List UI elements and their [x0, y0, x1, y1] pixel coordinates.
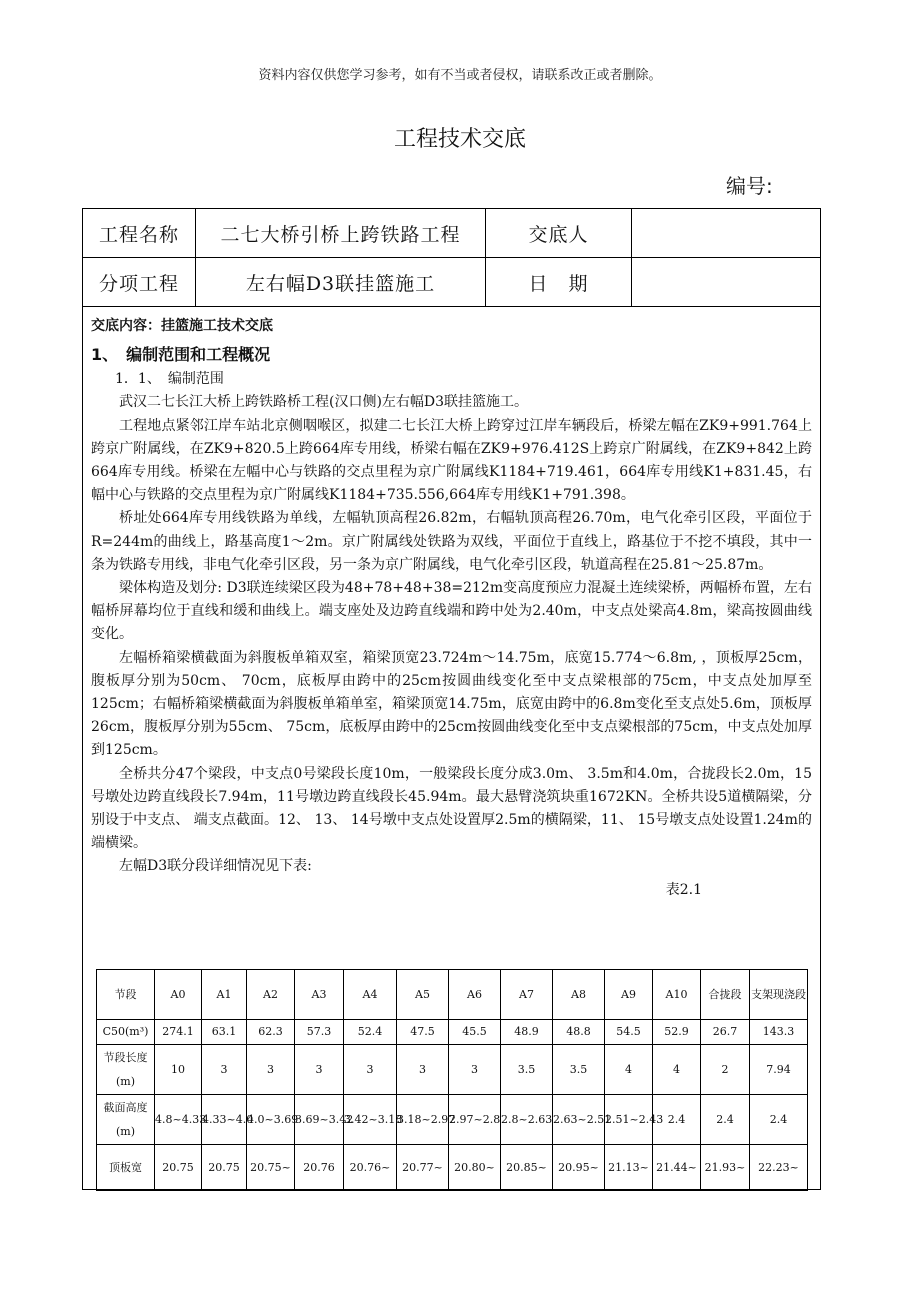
table-cell: 20.95~: [553, 1145, 605, 1191]
table-cell: 3: [295, 1045, 344, 1095]
table-cell: 4: [605, 1045, 653, 1095]
table-cell: 2.51~2.43: [605, 1095, 653, 1145]
table-cell: 3: [344, 1045, 397, 1095]
table-cell: 3: [202, 1045, 247, 1095]
table-cell: 2.4: [750, 1095, 808, 1145]
table-cell: 48.9: [501, 1020, 553, 1045]
serial-number-label: 编号:: [726, 174, 773, 198]
table-cell: 52.9: [653, 1020, 701, 1045]
paragraph: 武汉二七长江大桥上跨铁路桥工程(汉口侧)左右幅D3联挂篮施工。: [119, 394, 529, 411]
table-cell: 2: [701, 1045, 750, 1095]
row-label: C50(m³): [97, 1020, 155, 1045]
table-cell: 3: [449, 1045, 501, 1095]
paragraph: 梁体构造及划分: D3联连续梁区段为48+78+48+38=212m变高度预应力混凝土连续梁桥，两幅桥布置，左右幅桥屏幕均位于直线和缓和曲线上。端支座处及边跨直线端和跨中处为2.40m，中支点处梁高4.8m，梁高按圆曲线变化。: [91, 580, 812, 643]
table-header-cell: A6: [449, 970, 501, 1020]
paragraph: 桥址处664库专用线铁路为单线，左幅轨顶高程26.82m，右幅轨顶高程26.70m，电气化牵引区段，平面位于R=244m的曲线上，路基高度1～2m。京广附属线处铁路为双线，平面位于直线上，路基位于不挖不填段，其中一条为铁路专用线，非电气化牵引区段，另一条为京广附属线，电气化牵引区段，轨道高程在25.81～25.87m。: [91, 510, 812, 573]
table-cell: 20.76~: [344, 1145, 397, 1191]
table-row: [97, 1145, 808, 1191]
issuer-value: [632, 209, 820, 257]
section-1-1-title: 1．1、 编制范围: [115, 371, 224, 388]
issuer-label: 交底人: [486, 209, 632, 257]
segment-table: [96, 969, 808, 1191]
table-header-cell: A2: [247, 970, 295, 1020]
table-cell: 143.3: [750, 1020, 808, 1045]
table-cell: 3.42~3.18: [344, 1095, 397, 1145]
table-cell: 47.5: [397, 1020, 449, 1045]
table-cell: 3: [397, 1045, 449, 1095]
document-title: 工程技术交底: [393, 127, 526, 152]
row-label: 节段长度(m): [97, 1045, 155, 1095]
table-caption: 表2.1: [665, 881, 702, 898]
table-header-cell: 支架现浇段: [750, 970, 808, 1020]
table-cell: 54.5: [605, 1020, 653, 1045]
section-1-title: 1、 编制范围和工程概况: [91, 345, 271, 365]
table-cell: 2.8~2.63: [501, 1095, 553, 1145]
table-header-cell: A9: [605, 970, 653, 1020]
table-cell: 4.33~4.0: [202, 1095, 247, 1145]
table-cell: 22.23~: [750, 1145, 808, 1191]
header-row-1: [83, 209, 820, 258]
table-header-cell: A0: [155, 970, 202, 1020]
subproject-label: 分项工程: [83, 258, 196, 306]
table-cell: 21.13~: [605, 1145, 653, 1191]
table-header-cell: A8: [553, 970, 605, 1020]
table-cell: 20.80~: [449, 1145, 501, 1191]
disclaimer-notice: 资料内容仅供您学习参考，如有不当或者侵权，请联系改正或者删除。: [258, 68, 662, 83]
table-header-cell: 合拢段: [701, 970, 750, 1020]
table-header-cell: A1: [202, 970, 247, 1020]
table-header-cell: A3: [295, 970, 344, 1020]
table-cell: 21.44~: [653, 1145, 701, 1191]
table-cell: 20.75: [155, 1145, 202, 1191]
table-header-cell: A10: [653, 970, 701, 1020]
table-header-cell: 节段: [97, 970, 155, 1020]
paragraph: 左幅桥箱梁横截面为斜腹板单箱双室，箱梁顶宽23.724m～14.75m，底宽15.774～6.8m, ，顶板厚25cm，腹板厚分别为50cm、 70cm，底板厚由跨中的25cm按圆曲线变化至中支点梁根部的75cm，中支点处加厚至125cm；右幅桥箱梁横截面为斜腹板单箱单室，箱梁顶宽14.75m，底宽由跨中的6.8m变化至支点处5.6m，顶板厚26cm，腹板厚分别为55cm、 75cm，底板厚由跨中的25cm按圆曲线变化至中支点梁根部的75cm，中支点处加厚到125cm。: [91, 649, 812, 759]
table-cell: 20.76: [295, 1145, 344, 1191]
content-heading: 交底内容：挂篮施工技术交底: [91, 318, 273, 334]
table-cell: 45.5: [449, 1020, 501, 1045]
table-cell: 57.3: [295, 1020, 344, 1045]
row-label: 顶板宽: [97, 1145, 155, 1191]
table-cell: 52.4: [344, 1020, 397, 1045]
table-cell: 3.5: [553, 1045, 605, 1095]
date-value: [632, 258, 820, 306]
table-cell: 48.8: [553, 1020, 605, 1045]
table-cell: 63.1: [202, 1020, 247, 1045]
table-row: [97, 1045, 808, 1095]
project-name-value: 二七大桥引桥上跨铁路工程: [196, 209, 486, 257]
disclosure-form: [82, 208, 821, 1190]
table-cell: 274.1: [155, 1020, 202, 1045]
subproject-value: 左右幅D3联挂篮施工: [196, 258, 486, 306]
paragraph: 工程地点紧邻江岸车站北京侧咽喉区，拟建二七长江大桥上跨穿过江岸车辆段后，桥梁左幅在ZK9+991.764上跨京广附属线，在ZK9+820.5上跨664库专用线，桥梁右幅在ZK9+976.412S上跨京广附属线，在ZK9+842上跨664库专用线。桥梁在左幅中心与铁路的交点里程为京广附属线K1184+719.461，664库专用线K1+831.45，右幅中心与铁路的交点里程为京广附属线K1184+735.556,664库专用线K1+791.398。: [91, 417, 812, 504]
table-cell: 4.8~4.33: [155, 1095, 202, 1145]
table-cell: 3.5: [501, 1045, 553, 1095]
table-header-cell: A5: [397, 970, 449, 1020]
table-cell: 62.3: [247, 1020, 295, 1045]
table-header-row: [97, 970, 808, 1020]
disclosure-content: [83, 307, 820, 902]
table-cell: 2.4: [653, 1095, 701, 1145]
table-cell: 3.18~2.97: [397, 1095, 449, 1145]
table-cell: 20.75: [202, 1145, 247, 1191]
table-cell: 2.97~2.8: [449, 1095, 501, 1145]
table-cell: 3.69~3.42: [295, 1095, 344, 1145]
table-cell: 21.93~: [701, 1145, 750, 1191]
paragraph: 左幅D3联分段详细情况见下表:: [119, 858, 312, 875]
table-cell: 2.63~2.51: [553, 1095, 605, 1145]
date-label: 日 期: [486, 258, 632, 306]
table-header-cell: A4: [344, 970, 397, 1020]
header-row-2: [83, 258, 820, 307]
table-cell: 20.75~: [247, 1145, 295, 1191]
table-cell: 3: [247, 1045, 295, 1095]
table-row: [97, 1020, 808, 1045]
paragraph: 全桥共分47个梁段，中支点0号梁段长度10m，一般梁段长度分成3.0m、 3.5m和4.0m，合拢段长2.0m，15号墩处边跨直线段长7.94m，11号墩边跨直线段长45.94m。最大悬臂浇筑块重1672KN。全桥共设5道横隔梁，分别设于中支点、 端支点截面。12、 13、 14号墩中支点处设置厚2.5m的横隔梁，11、 15号墩支点处设置1.24m的端横梁。: [91, 765, 812, 852]
table-cell: 20.85~: [501, 1145, 553, 1191]
table-cell: 2.4: [701, 1095, 750, 1145]
row-label: 截面高度(m): [97, 1095, 155, 1145]
table-cell: 7.94: [750, 1045, 808, 1095]
project-name-label: 工程名称: [83, 209, 196, 257]
table-cell: 10: [155, 1045, 202, 1095]
table-cell: 20.77~: [397, 1145, 449, 1191]
table-cell: 26.7: [701, 1020, 750, 1045]
table-row: [97, 1095, 808, 1145]
table-cell: 4.0~3.69: [247, 1095, 295, 1145]
table-header-cell: A7: [501, 970, 553, 1020]
table-cell: 4: [653, 1045, 701, 1095]
